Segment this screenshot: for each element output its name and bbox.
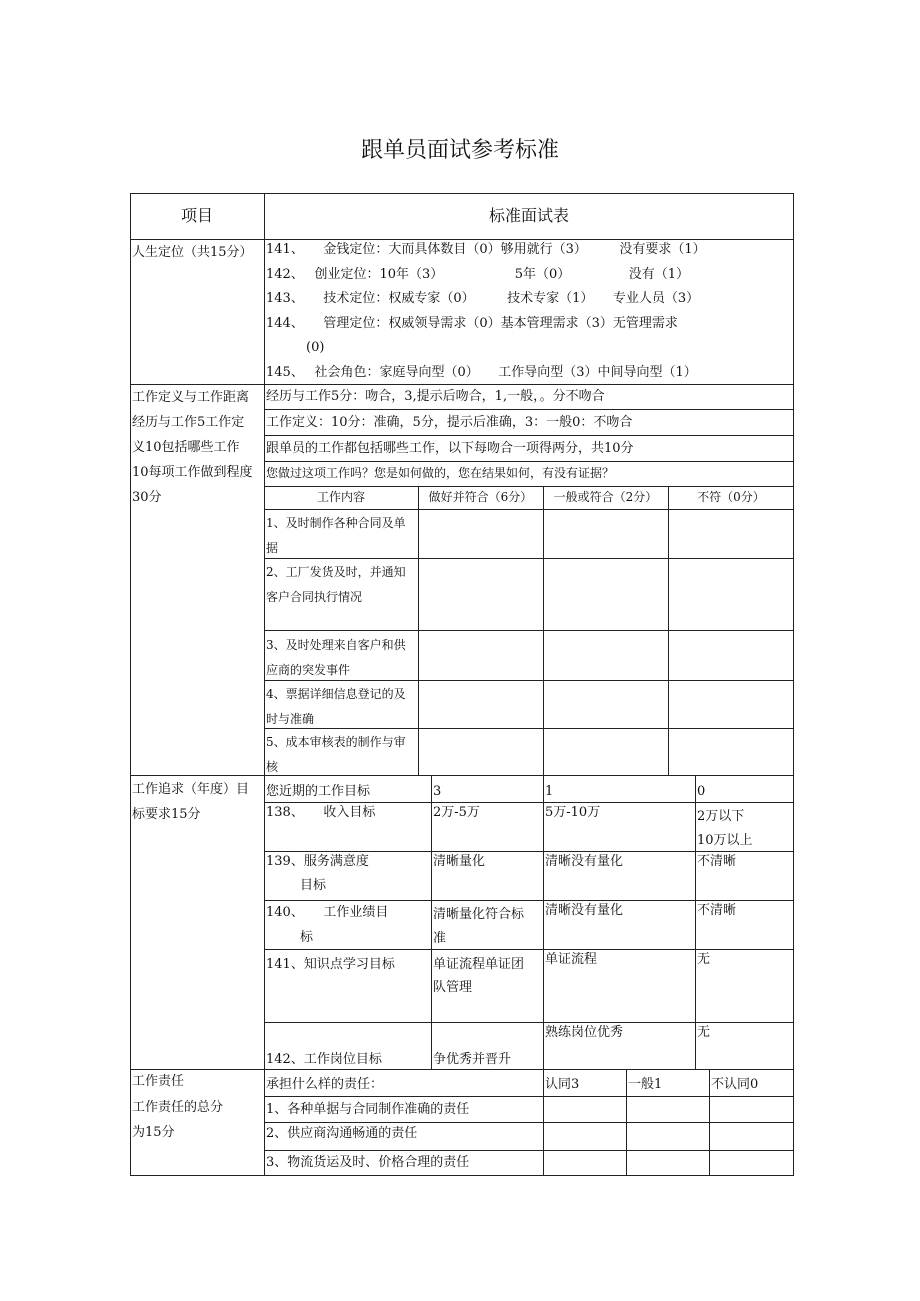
criteria-line: 144、 管理定位：权威领导需求（0）基本管理需求（3）无管理需求 [266, 316, 678, 331]
goal-name: 142、工作岗位目标 [266, 1052, 382, 1067]
responsibility-header: 承担什么样的责任： [266, 1077, 384, 1092]
goal-value: 清晰没有量化 [545, 903, 624, 918]
work-item: 1、及时制作各种合同及单据 [266, 516, 406, 555]
goal-value: 无 [697, 1025, 711, 1040]
goal-value: 2万-5万 [433, 805, 480, 820]
goal-value: 2万以下 [697, 809, 745, 824]
col-divider [709, 1069, 710, 1176]
goal-name: 140、 工作业绩目 [266, 905, 389, 920]
col-divider [695, 775, 696, 1069]
goal-value: 准 [433, 931, 447, 946]
col-divider [626, 1069, 627, 1176]
goal-name: 141、知识点学习目标 [266, 957, 395, 972]
goal-value: 清晰量化符合标 [433, 907, 525, 922]
goal-name: 138、 收入目标 [266, 805, 376, 820]
col-header: 一般或符合（2分） [553, 490, 658, 504]
goal-name: 目标 [300, 878, 327, 893]
header-item: 项目 [180, 206, 213, 225]
responsibility-item: 1、各种单据与合同制作准确的责任 [266, 1102, 470, 1117]
row-divider [264, 509, 794, 510]
criteria-line: 工作定义：10分：准确，5分，提示后准确，3：一般0：不吻合 [266, 415, 633, 430]
section-label-responsibility: 为15分 [132, 1125, 175, 1140]
col-divider [264, 193, 265, 1176]
goal-value: 清晰没有量化 [545, 854, 624, 869]
criteria-line: 141、 金钱定位：大而具体数目（0）够用就行（3） 没有要求（1） [266, 242, 706, 257]
work-item: 4、票据详细信息登记的及时与准确 [266, 687, 406, 726]
section-label-goals: 工作追求（年度）目标要求15分 [132, 782, 250, 822]
col-divider [418, 486, 419, 775]
goal-value: 队管理 [433, 980, 473, 995]
work-item: 3、及时处理来自客户和供应商的突发事件 [266, 638, 406, 677]
section-label-life: 人生定位（共15分） [132, 245, 253, 260]
goal-value: 熟练岗位优秀 [545, 1025, 624, 1040]
criteria-line: 143、 技术定位：权威专家（0） 技术专家（1） 专业人员（3） [266, 291, 700, 306]
goal-value: 单证流程单证团 [433, 957, 525, 972]
responsibility-item: 2、供应商沟通畅通的责任 [266, 1126, 418, 1141]
goal-header: 1 [545, 784, 554, 799]
work-item: 5、成本审核表的制作与审核 [266, 735, 406, 774]
col-divider [543, 1069, 544, 1176]
col-divider [431, 775, 432, 1069]
goal-value: 不清晰 [697, 903, 737, 918]
responsibility-header: 不认同0 [711, 1077, 759, 1092]
criteria-line: 142、 创业定位：10年（3） 5年（0） 没有（1） [266, 267, 690, 282]
responsibility-item: 3、物流货运及时、价格合理的责任 [266, 1155, 470, 1170]
goal-value: 无 [697, 952, 711, 967]
criteria-line: 经历与工作5分：吻合，3,提示后吻合，1,一般，。分不吻合 [266, 389, 605, 404]
row-divider [264, 949, 794, 950]
row-divider [264, 1022, 794, 1023]
header-standard: 标准面试表 [488, 206, 569, 225]
responsibility-header: 一般1 [628, 1077, 663, 1092]
goal-value: 单证流程 [545, 952, 598, 967]
criteria-line: 145、 社会角色：家庭导向型（0） 工作导向型（3）中间导向型（1） [266, 365, 697, 380]
goal-value: 不清晰 [697, 854, 737, 869]
col-divider [668, 486, 669, 775]
criteria-line: (0) [280, 340, 325, 355]
goal-name: 标 [300, 930, 314, 945]
col-divider [543, 486, 544, 775]
goal-value: 争优秀并晋升 [433, 1052, 512, 1067]
criteria-line: 跟单员的工作都包括哪些工作，以下每吻合一项得两分，共10分 [266, 441, 634, 456]
work-item: 2、工厂发货及时，并通知客户合同执行情况 [266, 565, 406, 604]
goal-header: 3 [433, 784, 442, 799]
section-label-responsibility: 工作责任 [132, 1074, 185, 1089]
goal-header: 您近期的工作目标 [266, 784, 371, 799]
col-header: 做好并符合（6分） [428, 490, 533, 504]
section-label-work: 工作定义与工作距离经历与工作5工作定义10包括哪些工作10每项工作做到程度30分 [132, 390, 253, 505]
row-divider [264, 630, 794, 631]
col-divider [543, 775, 544, 1069]
col-header: 工作内容 [316, 490, 365, 504]
responsibility-header: 认同3 [545, 1077, 580, 1092]
goal-value: 10万以上 [697, 833, 753, 848]
col-header: 不符（0分） [697, 490, 765, 504]
page-title: 跟单员面试参考标准 [360, 138, 559, 163]
goal-value: 5万-10万 [545, 805, 601, 820]
goal-name: 139、服务满意度 [266, 854, 369, 869]
criteria-line: 您做过这项工作吗？您是如何做的，您在结果如何，有没有证据？ [266, 466, 615, 480]
goal-value: 清晰量化 [433, 854, 486, 869]
goal-header: 0 [697, 784, 706, 799]
section-label-responsibility: 工作责任的总分 [132, 1100, 224, 1115]
